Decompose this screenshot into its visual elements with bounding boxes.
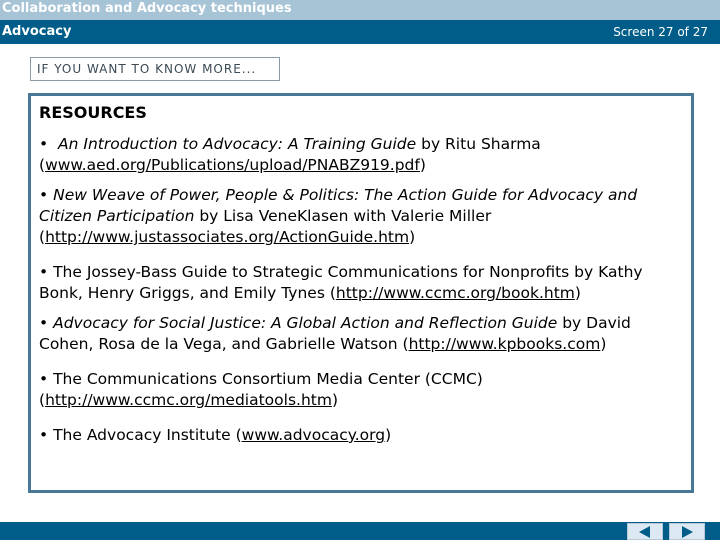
resource-item: • An Introduction to Advocacy: A Training Guide by Ritu Sharma (www.aed.org/Publications/upload/PNABZ919.pdf) [39,135,541,174]
bullet: • [39,263,49,281]
resources-panel [28,93,694,493]
resource-link[interactable]: http://www.ccmc.org/book.htm [335,284,575,302]
resource-link[interactable]: www.advocacy.org [241,426,386,444]
resource-link[interactable]: http://www.kpbooks.com [408,335,601,353]
resource-item: • The Communications Consortium Media Center (CCMC) (http://www.ccmc.org/mediatools.htm) [39,370,483,409]
resource-item: • Advocacy for Social Justice: A Global Action and Reflection Guide by David Cohen, Rosa de la Vega, and Gabrielle Watson (http://www.kpbooks.com) [39,314,631,353]
resource-byline: by Ritu Sharma [416,135,541,153]
module-title: Advocacy [2,24,72,39]
resource-item: • New Weave of Power, People & Politics: The Action Guide for Advocacy and Citizen Participation by Lisa VeneKlasen with Valerie Miller (http://www.justassociates.org/ActionGuide.htm) [39,186,638,246]
resource-title: The Advocacy Institute [53,426,231,444]
next-button[interactable] [669,523,705,540]
resource-byline: by Lisa VeneKlasen with Valerie Miller [194,207,492,225]
resource-byline: by Kathy Bonk, Henry Griggs, and Emily Tynes [39,263,643,302]
bullet: • [39,426,49,444]
section-tab-label: IF YOU WANT TO KNOW MORE... [37,62,257,76]
course-title: Collaboration and Advocacy techniques [2,1,292,16]
left-arrow-icon [637,526,653,538]
bullet: • [39,135,49,153]
section-tab [30,57,280,81]
resource-title: New Weave of Power, People & Politics: The Action Guide for Advocacy and Citizen Participation [39,186,638,225]
course-title-bar [0,0,720,20]
resource-title: Advocacy for Social Justice: A Global Action and Reflection Guide [53,314,558,332]
resource-link[interactable]: www.aed.org/Publications/upload/PNABZ919.pdf [45,156,420,174]
resource-link[interactable]: http://www.justassociates.org/ActionGuide.htm [45,228,410,246]
resource-title: The Jossey-Bass Guide to Strategic Communications for Nonprofits [53,263,570,281]
resources-heading: RESOURCES [39,103,147,122]
bullet: • [39,186,49,204]
bullet: • [39,314,49,332]
resource-title: An Introduction to Advocacy: A Training Guide [58,135,417,153]
bullet: • [39,370,49,388]
previous-button[interactable] [627,523,663,540]
resource-item: • The Advocacy Institute (www.advocacy.org) [39,426,392,444]
resource-byline: by David Cohen, Rosa de la Vega, and Gabrielle Watson [39,314,631,353]
bottom-bar [0,522,720,540]
resource-item: • The Jossey-Bass Guide to Strategic Communications for Nonprofits by Kathy Bonk, Henry Griggs, and Emily Tynes (http://www.ccmc.org/book.htm) [39,263,643,302]
resource-link[interactable]: http://www.ccmc.org/mediatools.htm [45,391,332,409]
screen-counter: Screen 27 of 27 [613,25,708,39]
right-arrow-icon [679,526,695,538]
resource-title: The Communications Consortium Media Center (CCMC) [53,370,483,388]
module-bar [0,20,720,44]
